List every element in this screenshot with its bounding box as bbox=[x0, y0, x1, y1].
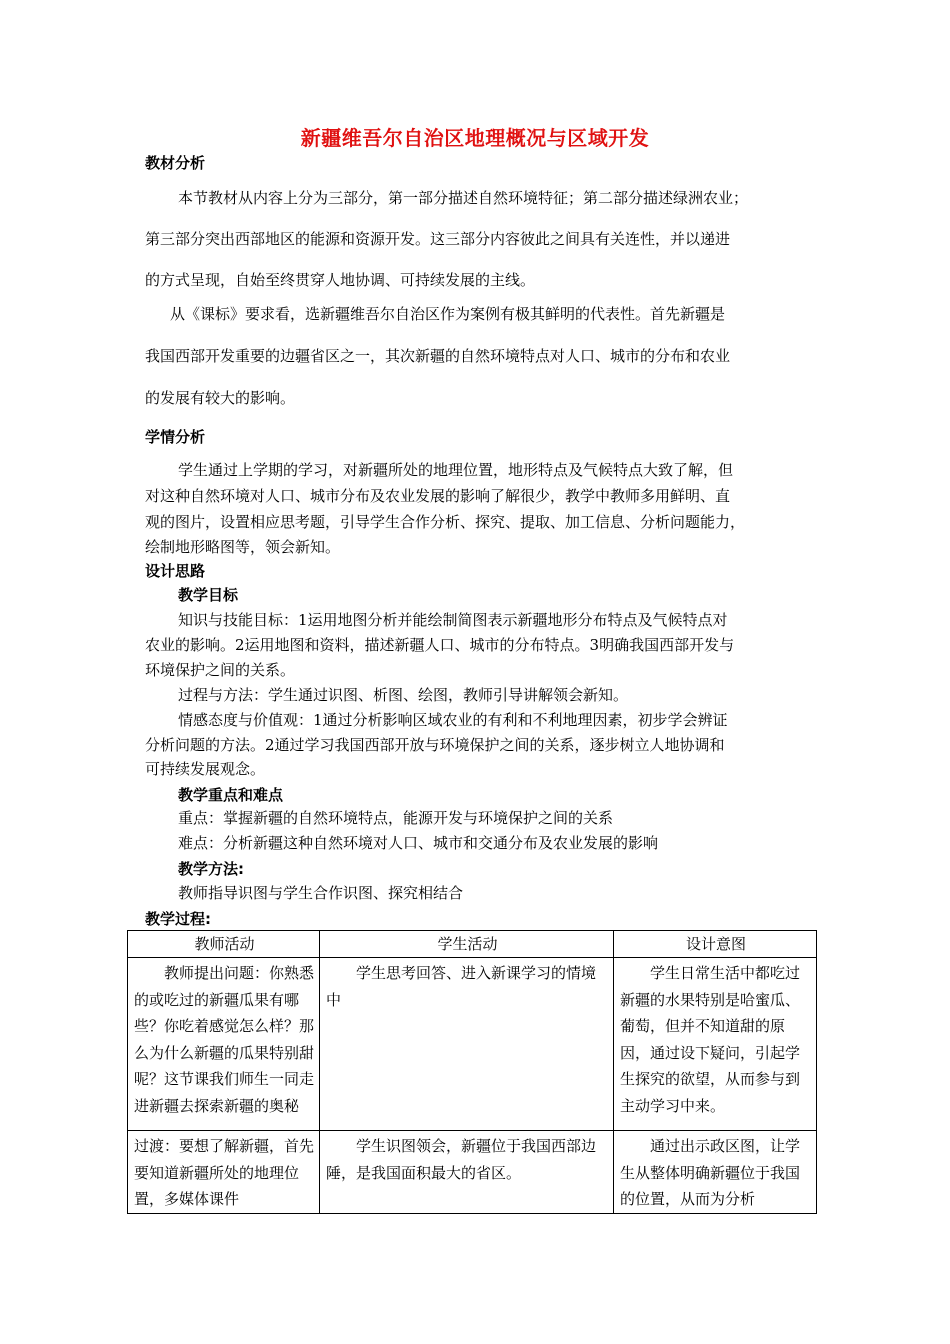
paragraph-line: 学生通过上学期的学习，对新疆所处的地理位置，地形特点及气候特点大致了解，但 bbox=[178, 461, 734, 479]
paragraph-line: 从《课标》要求看，选新疆维吾尔自治区作为案例有极其鲜明的代表性。首先新疆是 bbox=[170, 305, 726, 323]
table-cell-teacher: 教师提出问题：你熟悉的或吃过的新疆瓜果有哪些？你吃着感觉怎么样？那么为什么新疆的瓜果特别甜呢？这节课我们师生一同走进新疆去探索新疆的奥秘 bbox=[128, 958, 320, 1131]
table-header-row bbox=[128, 931, 817, 958]
subheading-teaching-method: 教学方法: bbox=[178, 860, 244, 878]
paragraph-line: 知识与技能目标：1运用地图分析并能绘制简图表示新疆地形分布特点及气候特点对 bbox=[178, 611, 728, 629]
paragraph-line: 难点：分析新疆这种自然环境对人口、城市和交通分布及农业发展的影响 bbox=[178, 834, 659, 852]
paragraph-line: 对这种自然环境对人口、城市分布及农业发展的影响了解很少，教学中教师多用鲜明、直 bbox=[145, 487, 731, 505]
subheading-key-points: 教学重点和难点 bbox=[178, 786, 284, 804]
column-header: 学生活动 bbox=[320, 931, 614, 958]
table-cell-intent: 通过出示政区图，让学生从整体明确新疆位于我国的位置，从而为分析 bbox=[614, 1131, 817, 1214]
paragraph-line: 过程与方法：学生通过识图、析图、绘图，教师引导讲解领会新知。 bbox=[178, 686, 629, 704]
document-title: 新疆维吾尔自治区地理概况与区域开发 bbox=[300, 126, 650, 150]
paragraph-line: 教师指导识图与学生合作识图、探究相结合 bbox=[178, 884, 464, 902]
paragraph-line: 第三部分突出西部地区的能源和资源开发。这三部分内容彼此之间具有关连性，并以递进 bbox=[145, 230, 731, 248]
table-row bbox=[128, 958, 817, 1131]
column-header: 设计意图 bbox=[614, 931, 817, 958]
table-cell-student: 学生识图领会，新疆位于我国西部边陲，是我国面积最大的省区。 bbox=[320, 1131, 614, 1214]
paragraph-line: 绘制地形略图等，领会新知。 bbox=[145, 538, 341, 556]
section-heading-textbook-analysis: 教材分析 bbox=[145, 154, 206, 172]
subheading-teaching-goals: 教学目标 bbox=[178, 586, 239, 604]
table-cell-student: 学生思考回答、进入新课学习的情境中 bbox=[320, 958, 614, 1131]
paragraph-line: 农业的影响。2运用地图和资料，描述新疆人口、城市的分布特点。3明确我国西部开发与 bbox=[145, 636, 735, 654]
paragraph-line: 的方式呈现，自始至终贯穿人地协调、可持续发展的主线。 bbox=[145, 271, 536, 289]
section-heading-student-analysis: 学情分析 bbox=[145, 428, 206, 446]
section-heading-design: 设计思路 bbox=[145, 562, 206, 580]
teaching-process-table bbox=[127, 930, 817, 1214]
paragraph-line: 观的图片，设置相应思考题，引导学生合作分析、探究、提取、加工信息、分析问题能力， bbox=[145, 513, 746, 531]
table-cell-teacher: 过渡：要想了解新疆，首先要知道新疆所处的地理位置，多媒体课件 bbox=[128, 1131, 320, 1214]
paragraph-line: 的发展有较大的影响。 bbox=[145, 389, 296, 407]
paragraph-line: 重点：掌握新疆的自然环境特点，能源开发与环境保护之间的关系 bbox=[178, 809, 614, 827]
table-row bbox=[128, 1131, 817, 1214]
paragraph-line: 我国西部开发重要的边疆省区之一，其次新疆的自然环境特点对人口、城市的分布和农业 bbox=[145, 347, 731, 365]
section-heading-process: 教学过程: bbox=[145, 910, 211, 928]
paragraph-line: 分析问题的方法。2通过学习我国西部开放与环境保护之间的关系，逐步树立人地协调和 bbox=[145, 736, 725, 754]
column-header: 教师活动 bbox=[128, 931, 320, 958]
table-cell-intent: 学生日常生活中都吃过新疆的水果特别是哈蜜瓜、葡萄，但并不知道甜的原因，通过设下疑问，引起学生探究的欲望，从而参与到主动学习中来。 bbox=[614, 958, 817, 1131]
paragraph-line: 可持续发展观念。 bbox=[145, 760, 266, 778]
paragraph-line: 环境保护之间的关系。 bbox=[145, 661, 296, 679]
paragraph-line: 本节教材从内容上分为三部分，第一部分描述自然环境特征；第二部分描述绿洲农业； bbox=[178, 189, 749, 207]
paragraph-line: 情感态度与价值观：1通过分析影响区域农业的有利和不利地理因素，初步学会辨证 bbox=[178, 711, 728, 729]
